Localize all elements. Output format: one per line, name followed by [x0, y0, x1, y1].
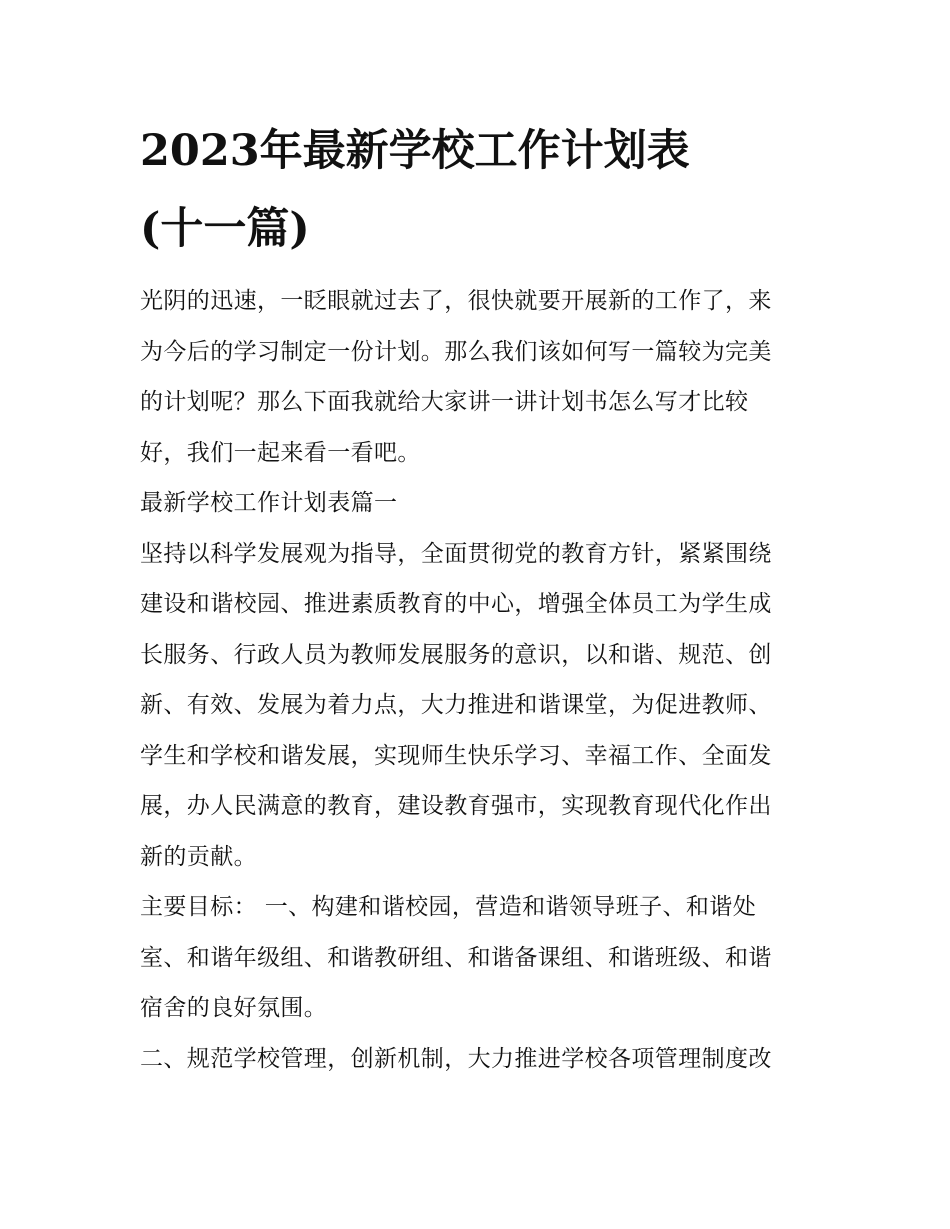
goal-two-paragraph — [140, 1034, 820, 1085]
text-line: 展，办人民满意的教育，建设教育强市，实现教育现代化作出 — [140, 793, 772, 819]
text-line: 建设和谐校园、推进素质教育的中心，增强全体员工为学生成 — [140, 591, 772, 617]
text-line: 长服务、行政人员为教师发展服务的意识，以和谐、规范、创 — [140, 641, 772, 668]
document-title — [140, 112, 820, 268]
text-line: 好，我们一起来看一看吧。 — [140, 439, 421, 466]
section-heading — [140, 478, 820, 529]
intro-paragraph — [140, 276, 820, 478]
text-line: 学生和学校和谐发展，实现师生快乐学习、幸福工作、全面发 — [140, 742, 772, 769]
document-body — [140, 276, 820, 1084]
title-line: 2023年最新学校工作计划表 — [140, 126, 690, 176]
guiding-principle-paragraph — [140, 529, 820, 883]
text-line: 二、规范学校管理，创新机制，大力推进学校各项管理制度改 — [140, 1045, 772, 1072]
title-line: (十一篇) — [140, 204, 310, 254]
text-line: 的计划呢？那么下面我就给大家讲一讲计划书怎么写才比较 — [140, 389, 749, 415]
main-goals-paragraph — [140, 882, 820, 1034]
text-line: 为今后的学习制定一份计划。那么我们该如何写一篇较为完美 — [140, 338, 772, 365]
text-line: 光阴的迅速，一眨眼就过去了，很快就要开展新的工作了，来 — [140, 288, 772, 314]
text-line: 主要目标： 一、构建和谐校园，营造和谐领导班子、和谐处 — [140, 894, 757, 920]
text-line: 室、和谐年级组、和谐教研组、和谐备课组、和谐班级、和谐 — [140, 944, 772, 971]
text-line: 新的贡献。 — [140, 843, 257, 870]
text-line: 宿舍的良好氛围。 — [140, 995, 328, 1021]
text-line: 最新学校工作计划表篇一 — [140, 490, 398, 516]
text-line: 新、有效、发展为着力点，大力推进和谐课堂，为促进教师、 — [140, 692, 772, 718]
text-line: 坚持以科学发展观为指导，全面贯彻党的教育方针，紧紧围绕 — [140, 540, 772, 567]
